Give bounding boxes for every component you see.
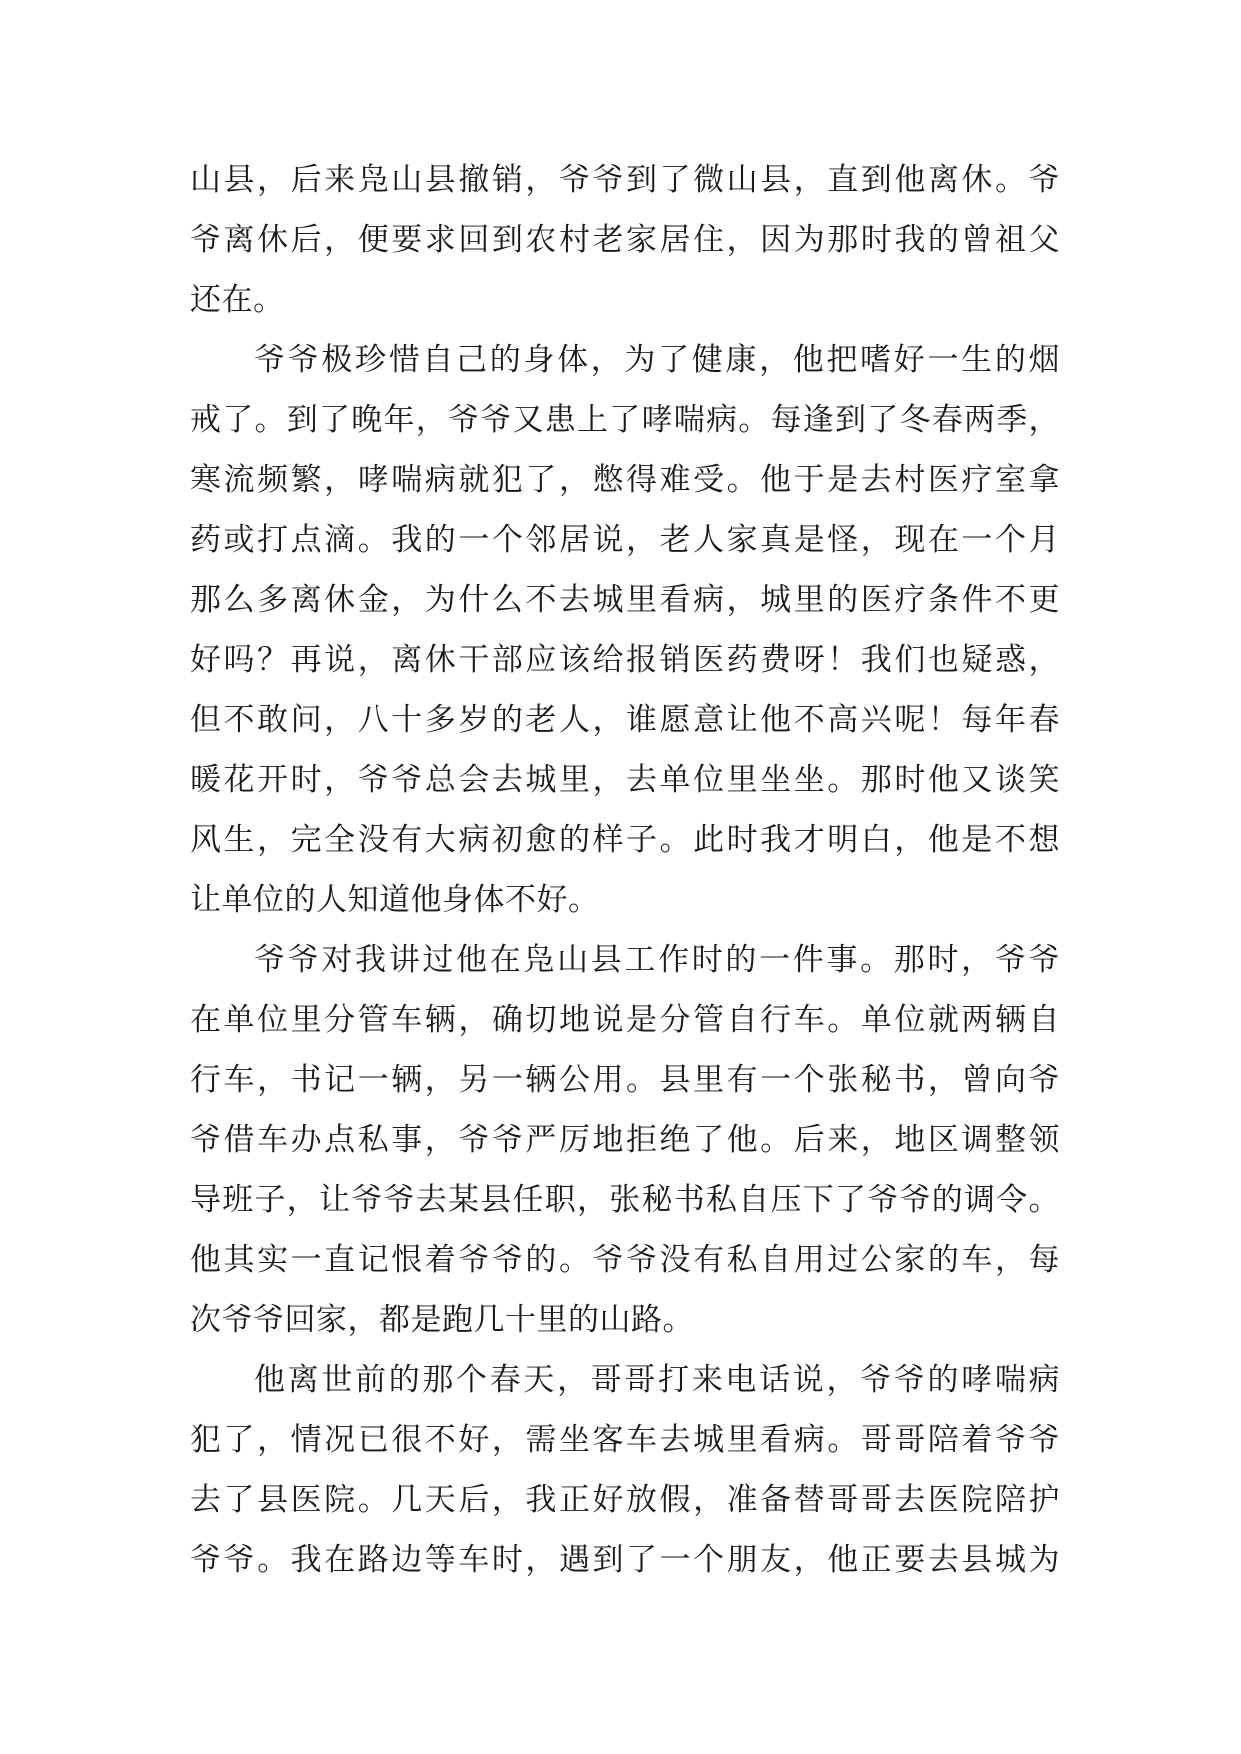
text-line: 爷爷极珍惜自己的身体，为了健康，他把嗜好一生的烟 — [254, 342, 1060, 378]
text-line: 山县，后来凫山县撤销，爷爷到了微山县，直到他离休。爷 — [190, 162, 1060, 198]
text-line: 让单位的人知道他身体不好。 — [190, 882, 600, 918]
text-line: 还在。 — [190, 282, 285, 318]
text-line: 戒了。到了晚年，爷爷又患上了哮喘病。每逢到了冬春两季， — [190, 402, 1060, 438]
text-line: 好吗？再说，离休干部应该给报销医药费呀！我们也疑惑， — [190, 642, 1060, 678]
text-line: 但不敢问，八十多岁的老人，谁愿意让他不高兴呢！每年春 — [190, 702, 1060, 738]
text-line: 次爷爷回家，都是跑几十里的山路。 — [190, 1302, 694, 1338]
text-line: 爷爷。我在路边等车时，遇到了一个朋友，他正要去县城为 — [190, 1542, 1060, 1578]
text-line: 风生，完全没有大病初愈的样子。此时我才明白，他是不想 — [190, 822, 1060, 858]
text-line: 爷借车办点私事，爷爷严厉地拒绝了他。后来，地区调整领 — [190, 1122, 1060, 1158]
text-line: 他离世前的那个春天，哥哥打来电话说，爷爷的哮喘病 — [254, 1362, 1060, 1398]
text-line: 爷离休后，便要求回到农村老家居住，因为那时我的曾祖父 — [190, 222, 1060, 258]
text-line: 在单位里分管车辆，确切地说是分管自行车。单位就两辆自 — [190, 1002, 1060, 1038]
text-line: 他其实一直记恨着爷爷的。爷爷没有私自用过公家的车，每 — [190, 1242, 1060, 1278]
text-line: 那么多离休金，为什么不去城里看病，城里的医疗条件不更 — [190, 582, 1060, 618]
body-text — [190, 150, 1060, 1590]
text-line: 行车，书记一辆，另一辆公用。县里有一个张秘书，曾向爷 — [190, 1062, 1060, 1098]
text-line: 犯了，情况已很不好，需坐客车去城里看病。哥哥陪着爷爷 — [190, 1422, 1060, 1458]
text-line: 药或打点滴。我的一个邻居说，老人家真是怪，现在一个月 — [190, 522, 1060, 558]
text-line: 导班子，让爷爷去某县任职，张秘书私自压下了爷爷的调令。 — [190, 1182, 1060, 1218]
text-line: 爷爷对我讲过他在凫山县工作时的一件事。那时，爷爷 — [254, 942, 1060, 978]
text-line: 暖花开时，爷爷总会去城里，去单位里坐坐。那时他又谈笑 — [190, 762, 1060, 798]
text-line: 去了县医院。几天后，我正好放假，准备替哥哥去医院陪护 — [190, 1482, 1060, 1518]
text-line: 寒流频繁，哮喘病就犯了，憋得难受。他于是去村医疗室拿 — [190, 462, 1060, 498]
